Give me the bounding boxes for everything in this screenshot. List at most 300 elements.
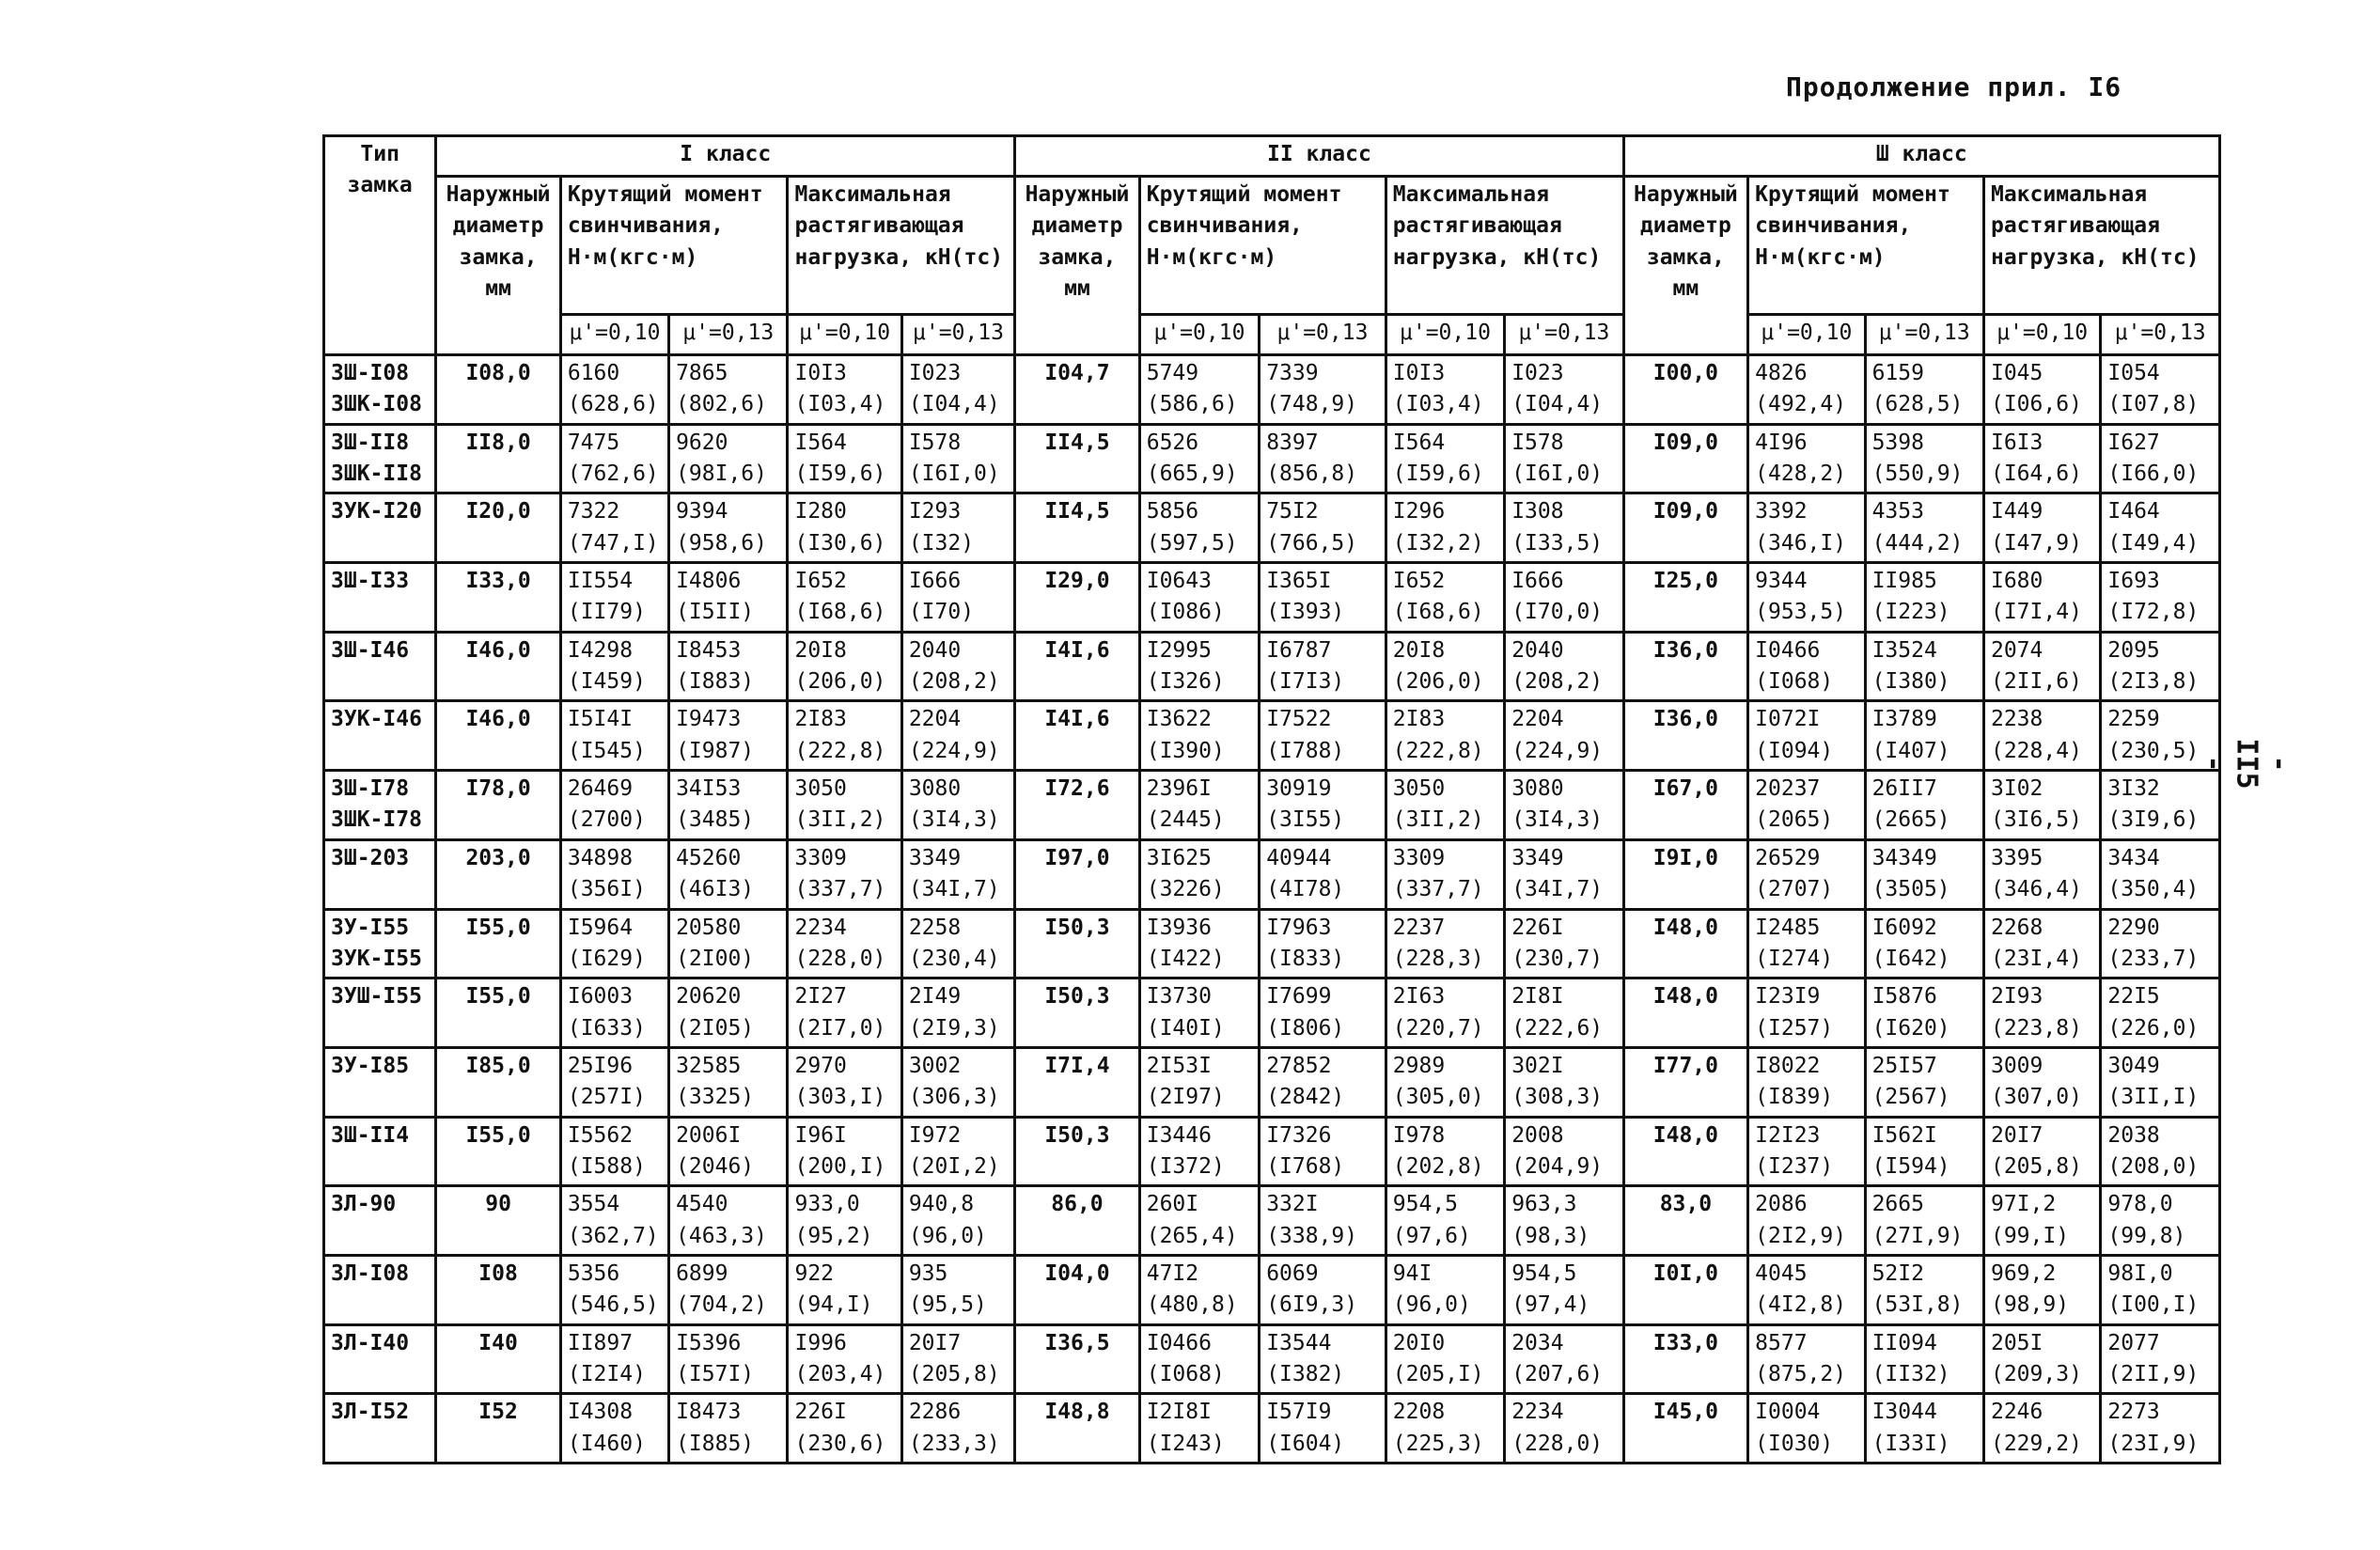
- cell-load-mu-013: 2038 (208,0): [2101, 1117, 2220, 1186]
- header-mu-013: μ'=0,13: [1865, 315, 1983, 355]
- table-row: [324, 493, 2220, 563]
- cell-outer-diameter: 203,0: [436, 839, 561, 909]
- cell-torque-mu-013: 2665 (27I,9): [1865, 1186, 1983, 1256]
- cell-torque-mu-010: 4045 (4I2,8): [1748, 1255, 1865, 1324]
- cell-torque-mu-010: 5749 (586,6): [1139, 355, 1259, 425]
- cell-load-mu-010: I449 (I47,9): [1983, 493, 2100, 563]
- cell-torque-mu-013: 4353 (444,2): [1865, 493, 1983, 563]
- cell-load-mu-013: I666 (I70): [901, 563, 1014, 633]
- cell-outer-diameter: I85,0: [436, 1047, 561, 1117]
- cell-load-mu-013: 2040 (208,2): [1505, 632, 1623, 701]
- cell-load-mu-013: 2234 (228,0): [1505, 1394, 1623, 1464]
- cell-load-mu-010: 2989 (305,0): [1386, 1047, 1504, 1117]
- cell-load-mu-010: 954,5 (97,6): [1386, 1186, 1504, 1256]
- header-mu-010: μ'=0,10: [1139, 315, 1259, 355]
- cell-torque-mu-010: I3730 (I40I): [1139, 979, 1259, 1048]
- cell-load-mu-010: 3050 (3II,2): [788, 771, 901, 840]
- cell-torque-mu-010: 5856 (597,5): [1139, 493, 1259, 563]
- cell-torque-mu-010: I6003 (I633): [560, 979, 668, 1048]
- cell-outer-diameter: I46,0: [436, 632, 561, 701]
- cell-outer-diameter: I04,7: [1015, 355, 1140, 425]
- cell-lock-type: ЗШ-II8 ЗШК-II8: [324, 424, 436, 493]
- table-row: [324, 1047, 2220, 1117]
- cell-lock-type: ЗЛ-I08: [324, 1255, 436, 1324]
- cell-load-mu-013: I293 (I32): [901, 493, 1014, 563]
- cell-torque-mu-010: 25I96 (257I): [560, 1047, 668, 1117]
- cell-load-mu-013: I578 (I6I,0): [1505, 424, 1623, 493]
- header-mu-010: μ'=0,10: [560, 315, 668, 355]
- cell-torque-mu-010: I2995 (I326): [1139, 632, 1259, 701]
- header-mu-013: μ'=0,13: [1260, 315, 1386, 355]
- table-row: [324, 563, 2220, 633]
- cell-outer-diameter: I45,0: [1623, 1394, 1748, 1464]
- cell-load-mu-010: I96I (200,I): [788, 1117, 901, 1186]
- cell-torque-mu-013: 9394 (958,6): [669, 493, 788, 563]
- cell-outer-diameter: I55,0: [436, 909, 561, 979]
- cell-load-mu-010: 2268 (23I,4): [1983, 909, 2100, 979]
- cell-outer-diameter: I55,0: [436, 1117, 561, 1186]
- cell-lock-type: ЗУ-I55 ЗУК-I55: [324, 909, 436, 979]
- cell-load-mu-013: 2273 (23I,9): [2101, 1394, 2220, 1464]
- cell-torque-mu-010: 47I2 (480,8): [1139, 1255, 1259, 1324]
- header-torque: Крутящий момент свинчивания, Н·м(кгс·м): [560, 177, 788, 315]
- cell-load-mu-010: 933,0 (95,2): [788, 1186, 901, 1256]
- cell-load-mu-010: I978 (202,8): [1386, 1117, 1504, 1186]
- header-class-1: I класс: [436, 136, 1015, 177]
- cell-torque-mu-013: 26II7 (2665): [1865, 771, 1983, 840]
- cell-load-mu-013: 2095 (2I3,8): [2101, 632, 2220, 701]
- cell-outer-diameter: I09,0: [1623, 493, 1748, 563]
- cell-torque-mu-013: 6069 (6I9,3): [1260, 1255, 1386, 1324]
- table-row: [324, 909, 2220, 979]
- header-class-3: Ш класс: [1623, 136, 2219, 177]
- cell-torque-mu-010: 7322 (747,I): [560, 493, 668, 563]
- cell-load-mu-010: 2970 (303,I): [788, 1047, 901, 1117]
- cell-outer-diameter: I55,0: [436, 979, 561, 1048]
- cell-load-mu-013: 2034 (207,6): [1505, 1324, 1623, 1394]
- cell-load-mu-010: 2I63 (220,7): [1386, 979, 1504, 1048]
- cell-load-mu-013: 2008 (204,9): [1505, 1117, 1623, 1186]
- cell-load-mu-013: 98I,0 (I00,I): [2101, 1255, 2220, 1324]
- header-mu-013: μ'=0,13: [901, 315, 1014, 355]
- cell-load-mu-013: 935 (95,5): [901, 1255, 1014, 1324]
- cell-load-mu-010: 3I02 (3I6,5): [1983, 771, 2100, 840]
- cell-load-mu-010: 97I,2 (99,I): [1983, 1186, 2100, 1256]
- table-row: [324, 424, 2220, 493]
- cell-torque-mu-010: 6160 (628,6): [560, 355, 668, 425]
- cell-load-mu-013: 2077 (2II,9): [2101, 1324, 2220, 1394]
- cell-torque-mu-013: I7699 (I806): [1260, 979, 1386, 1048]
- cell-torque-mu-013: II985 (I223): [1865, 563, 1983, 633]
- cell-torque-mu-013: 34I53 (3485): [669, 771, 788, 840]
- header-mu-010: μ'=0,10: [1983, 315, 2100, 355]
- cell-torque-mu-010: 26469 (2700): [560, 771, 668, 840]
- cell-torque-mu-010: 3554 (362,7): [560, 1186, 668, 1256]
- cell-outer-diameter: II8,0: [436, 424, 561, 493]
- cell-torque-mu-010: I2I23 (I237): [1748, 1117, 1865, 1186]
- table-row: [324, 701, 2220, 771]
- cell-load-mu-010: 3050 (3II,2): [1386, 771, 1504, 840]
- cell-torque-mu-013: 8397 (856,8): [1260, 424, 1386, 493]
- header-mu-013: μ'=0,13: [1505, 315, 1623, 355]
- cell-load-mu-010: 2237 (228,3): [1386, 909, 1504, 979]
- cell-torque-mu-013: I7326 (I768): [1260, 1117, 1386, 1186]
- cell-load-mu-010: 2I83 (222,8): [788, 701, 901, 771]
- cell-load-mu-010: 922 (94,I): [788, 1255, 901, 1324]
- cell-outer-diameter: I77,0: [1623, 1047, 1748, 1117]
- cell-load-mu-013: 963,3 (98,3): [1505, 1186, 1623, 1256]
- cell-load-mu-010: I296 (I32,2): [1386, 493, 1504, 563]
- cell-torque-mu-010: 4826 (492,4): [1748, 355, 1865, 425]
- cell-torque-mu-013: I562I (I594): [1865, 1117, 1983, 1186]
- cell-torque-mu-013: 75I2 (766,5): [1260, 493, 1386, 563]
- cell-torque-mu-013: 32585 (3325): [669, 1047, 788, 1117]
- cell-outer-diameter: I33,0: [1623, 1324, 1748, 1394]
- header-outer-diameter: Наружный диаметр замка, мм: [1623, 177, 1748, 355]
- header-class-2: II класс: [1015, 136, 1623, 177]
- cell-load-mu-013: 3I32 (3I9,6): [2101, 771, 2220, 840]
- cell-outer-diameter: I33,0: [436, 563, 561, 633]
- cell-load-mu-013: 22I5 (226,0): [2101, 979, 2220, 1048]
- cell-torque-mu-010: II897 (I2I4): [560, 1324, 668, 1394]
- cell-torque-mu-010: I5I4I (I545): [560, 701, 668, 771]
- cell-outer-diameter: I9I,0: [1623, 839, 1748, 909]
- table-row: [324, 771, 2220, 840]
- cell-lock-type: ЗУК-I20: [324, 493, 436, 563]
- table-row: [324, 632, 2220, 701]
- cell-load-mu-013: 2258 (230,4): [901, 909, 1014, 979]
- cell-torque-mu-013: 7865 (802,6): [669, 355, 788, 425]
- cell-load-mu-010: 2074 (2II,6): [1983, 632, 2100, 701]
- cell-torque-mu-013: 9620 (98I,6): [669, 424, 788, 493]
- cell-torque-mu-010: I23I9 (I257): [1748, 979, 1865, 1048]
- table-row: [324, 839, 2220, 909]
- cell-torque-mu-013: 45260 (46I3): [669, 839, 788, 909]
- cell-torque-mu-013: I3524 (I380): [1865, 632, 1983, 701]
- cell-torque-mu-010: 260I (265,4): [1139, 1186, 1259, 1256]
- cell-load-mu-010: I280 (I30,6): [788, 493, 901, 563]
- cell-outer-diameter: I67,0: [1623, 771, 1748, 840]
- cell-load-mu-013: I464 (I49,4): [2101, 493, 2220, 563]
- cell-load-mu-013: 3434 (350,4): [2101, 839, 2220, 909]
- cell-load-mu-013: I308 (I33,5): [1505, 493, 1623, 563]
- cell-torque-mu-013: I3544 (I382): [1260, 1324, 1386, 1394]
- cell-load-mu-013: 2204 (224,9): [1505, 701, 1623, 771]
- cell-load-mu-010: I564 (I59,6): [788, 424, 901, 493]
- header-max-load: Максимальная растягивающая нагрузка, кН(тс): [1386, 177, 1623, 315]
- cell-outer-diameter: I25,0: [1623, 563, 1748, 633]
- cell-load-mu-010: 3009 (307,0): [1983, 1047, 2100, 1117]
- cell-torque-mu-013: 4540 (463,3): [669, 1186, 788, 1256]
- cell-torque-mu-010: 26529 (2707): [1748, 839, 1865, 909]
- cell-torque-mu-013: 2006I (2046): [669, 1117, 788, 1186]
- cell-torque-mu-010: I8022 (I839): [1748, 1047, 1865, 1117]
- table-row: [324, 1117, 2220, 1186]
- header-type: Тип замка: [324, 136, 436, 355]
- cell-outer-diameter: I4I,6: [1015, 701, 1140, 771]
- cell-outer-diameter: I50,3: [1015, 909, 1140, 979]
- cell-torque-mu-010: I3446 (I372): [1139, 1117, 1259, 1186]
- header-mu-010: μ'=0,10: [1748, 315, 1865, 355]
- cell-outer-diameter: I72,6: [1015, 771, 1140, 840]
- cell-load-mu-010: 20I8 (206,0): [788, 632, 901, 701]
- cell-torque-mu-013: 5398 (550,9): [1865, 424, 1983, 493]
- cell-torque-mu-010: I0643 (I086): [1139, 563, 1259, 633]
- cell-load-mu-013: 3049 (3II,I): [2101, 1047, 2220, 1117]
- cell-load-mu-013: 3349 (34I,7): [901, 839, 1014, 909]
- cell-load-mu-010: 2238 (228,4): [1983, 701, 2100, 771]
- cell-torque-mu-013: I3044 (I33I): [1865, 1394, 1983, 1464]
- cell-outer-diameter: I08,0: [436, 355, 561, 425]
- cell-outer-diameter: I0I,0: [1623, 1255, 1748, 1324]
- cell-torque-mu-013: I9473 (I987): [669, 701, 788, 771]
- cell-outer-diameter: I48,0: [1623, 979, 1748, 1048]
- cell-outer-diameter: I40: [436, 1324, 561, 1394]
- cell-load-mu-013: 3080 (3I4,3): [1505, 771, 1623, 840]
- cell-outer-diameter: I29,0: [1015, 563, 1140, 633]
- cell-load-mu-013: 226I (230,7): [1505, 909, 1623, 979]
- table-row: [324, 979, 2220, 1048]
- cell-lock-type: ЗШ-I08 ЗШК-I08: [324, 355, 436, 425]
- cell-torque-mu-013: I7963 (I833): [1260, 909, 1386, 979]
- cell-lock-type: ЗУ-I85: [324, 1047, 436, 1117]
- cell-outer-diameter: II4,5: [1015, 424, 1140, 493]
- cell-torque-mu-013: 27852 (2842): [1260, 1047, 1386, 1117]
- cell-torque-mu-010: 2396I (2445): [1139, 771, 1259, 840]
- header-torque: Крутящий момент свинчивания, Н·м(кгс·м): [1748, 177, 1984, 315]
- cell-outer-diameter: I50,3: [1015, 979, 1140, 1048]
- cell-torque-mu-013: I7522 (I788): [1260, 701, 1386, 771]
- cell-torque-mu-013: I6092 (I642): [1865, 909, 1983, 979]
- cell-torque-mu-010: 2086 (2I2,9): [1748, 1186, 1865, 1256]
- cell-outer-diameter: 86,0: [1015, 1186, 1140, 1256]
- cell-outer-diameter: I78,0: [436, 771, 561, 840]
- cell-torque-mu-010: I0004 (I030): [1748, 1394, 1865, 1464]
- cell-load-mu-010: 2246 (229,2): [1983, 1394, 2100, 1464]
- header-mu-010: μ'=0,10: [788, 315, 901, 355]
- cell-outer-diameter: I48,0: [1623, 1117, 1748, 1186]
- cell-load-mu-013: I023 (I04,4): [901, 355, 1014, 425]
- cell-outer-diameter: I97,0: [1015, 839, 1140, 909]
- cell-load-mu-010: I564 (I59,6): [1386, 424, 1504, 493]
- cell-outer-diameter: II4,5: [1015, 493, 1140, 563]
- page-caption: Продолжение прил. I6: [1786, 71, 2122, 102]
- table-row: [324, 1324, 2220, 1394]
- cell-outer-diameter: I48,0: [1623, 909, 1748, 979]
- data-table: [322, 134, 2221, 1464]
- cell-torque-mu-010: 3392 (346,I): [1748, 493, 1865, 563]
- header-mu-010: μ'=0,10: [1386, 315, 1504, 355]
- cell-torque-mu-010: I4298 (I459): [560, 632, 668, 701]
- cell-torque-mu-013: II094 (II32): [1865, 1324, 1983, 1394]
- cell-torque-mu-013: 20580 (2I00): [669, 909, 788, 979]
- cell-load-mu-013: 3349 (34I,7): [1505, 839, 1623, 909]
- cell-torque-mu-010: 34898 (356I): [560, 839, 668, 909]
- cell-torque-mu-010: 3I625 (3226): [1139, 839, 1259, 909]
- table-row: [324, 1255, 2220, 1324]
- cell-load-mu-010: 2I27 (2I7,0): [788, 979, 901, 1048]
- cell-torque-mu-013: I5876 (I620): [1865, 979, 1983, 1048]
- cell-lock-type: ЗУК-I46: [324, 701, 436, 771]
- cell-torque-mu-013: 25I57 (2567): [1865, 1047, 1983, 1117]
- cell-lock-type: ЗЛ-I52: [324, 1394, 436, 1464]
- cell-torque-mu-010: II554 (II79): [560, 563, 668, 633]
- cell-load-mu-010: 969,2 (98,9): [1983, 1255, 2100, 1324]
- cell-torque-mu-010: I0466 (I068): [1748, 632, 1865, 701]
- cell-torque-mu-010: I3622 (I390): [1139, 701, 1259, 771]
- cell-load-mu-010: 3309 (337,7): [788, 839, 901, 909]
- cell-load-mu-010: 205I (209,3): [1983, 1324, 2100, 1394]
- page-number: - II5 -: [2197, 738, 2296, 790]
- cell-torque-mu-013: I57I9 (I604): [1260, 1394, 1386, 1464]
- header-outer-diameter: Наружный диаметр замка, мм: [1015, 177, 1140, 355]
- cell-load-mu-013: 2286 (233,3): [901, 1394, 1014, 1464]
- header-outer-diameter: Наружный диаметр замка, мм: [436, 177, 561, 355]
- cell-torque-mu-013: 6899 (704,2): [669, 1255, 788, 1324]
- cell-torque-mu-013: I8453 (I883): [669, 632, 788, 701]
- cell-load-mu-010: I6I3 (I64,6): [1983, 424, 2100, 493]
- cell-torque-mu-013: I4806 (I5II): [669, 563, 788, 633]
- table-row: [324, 355, 2220, 425]
- cell-torque-mu-010: 9344 (953,5): [1748, 563, 1865, 633]
- cell-lock-type: ЗШ-I78 ЗШК-I78: [324, 771, 436, 840]
- cell-load-mu-010: 2208 (225,3): [1386, 1394, 1504, 1464]
- cell-torque-mu-010: 4I96 (428,2): [1748, 424, 1865, 493]
- cell-torque-mu-013: I3789 (I407): [1865, 701, 1983, 771]
- cell-load-mu-013: 940,8 (96,0): [901, 1186, 1014, 1256]
- cell-outer-diameter: I00,0: [1623, 355, 1748, 425]
- cell-load-mu-013: 2259 (230,5): [2101, 701, 2220, 771]
- cell-torque-mu-013: 20620 (2I05): [669, 979, 788, 1048]
- cell-load-mu-013: 2040 (208,2): [901, 632, 1014, 701]
- cell-load-mu-013: 302I (308,3): [1505, 1047, 1623, 1117]
- cell-load-mu-013: I023 (I04,4): [1505, 355, 1623, 425]
- cell-torque-mu-013: I6787 (I7I3): [1260, 632, 1386, 701]
- cell-torque-mu-010: 7475 (762,6): [560, 424, 668, 493]
- cell-load-mu-013: 3080 (3I4,3): [901, 771, 1014, 840]
- cell-lock-type: ЗШ-I46: [324, 632, 436, 701]
- cell-torque-mu-013: I5396 (I57I): [669, 1324, 788, 1394]
- cell-torque-mu-010: 8577 (875,2): [1748, 1324, 1865, 1394]
- header-max-load: Максимальная растягивающая нагрузка, кН(тс): [1983, 177, 2219, 315]
- cell-load-mu-013: 978,0 (99,8): [2101, 1186, 2220, 1256]
- cell-load-mu-013: 2290 (233,7): [2101, 909, 2220, 979]
- cell-load-mu-010: 20I7 (205,8): [1983, 1117, 2100, 1186]
- cell-torque-mu-010: 5356 (546,5): [560, 1255, 668, 1324]
- cell-lock-type: ЗЛ-I40: [324, 1324, 436, 1394]
- header-torque: Крутящий момент свинчивания, Н·м(кгс·м): [1139, 177, 1386, 315]
- cell-load-mu-013: 954,5 (97,4): [1505, 1255, 1623, 1324]
- cell-lock-type: ЗШ-II4: [324, 1117, 436, 1186]
- cell-torque-mu-010: 6526 (665,9): [1139, 424, 1259, 493]
- cell-load-mu-010: 2I93 (223,8): [1983, 979, 2100, 1048]
- cell-load-mu-010: 3395 (346,4): [1983, 839, 2100, 909]
- cell-torque-mu-013: 34349 (3505): [1865, 839, 1983, 909]
- cell-torque-mu-013: 6159 (628,5): [1865, 355, 1983, 425]
- cell-load-mu-013: I627 (I66,0): [2101, 424, 2220, 493]
- cell-outer-diameter: I36,0: [1623, 701, 1748, 771]
- cell-load-mu-013: 2I49 (2I9,3): [901, 979, 1014, 1048]
- cell-outer-diameter: I52: [436, 1394, 561, 1464]
- cell-torque-mu-013: 40944 (4I78): [1260, 839, 1386, 909]
- cell-outer-diameter: I50,3: [1015, 1117, 1140, 1186]
- cell-torque-mu-010: I0466 (I068): [1139, 1324, 1259, 1394]
- cell-torque-mu-013: 332I (338,9): [1260, 1186, 1386, 1256]
- cell-torque-mu-010: 20237 (2065): [1748, 771, 1865, 840]
- table-row: [324, 1186, 2220, 1256]
- cell-outer-diameter: I46,0: [436, 701, 561, 771]
- cell-lock-type: ЗУШ-I55: [324, 979, 436, 1048]
- cell-torque-mu-010: I2I8I (I243): [1139, 1394, 1259, 1464]
- cell-load-mu-010: I652 (I68,6): [1386, 563, 1504, 633]
- cell-torque-mu-010: 2I53I (2I97): [1139, 1047, 1259, 1117]
- cell-outer-diameter: I4I,6: [1015, 632, 1140, 701]
- cell-lock-type: ЗЛ-90: [324, 1186, 436, 1256]
- cell-torque-mu-010: I5562 (I588): [560, 1117, 668, 1186]
- cell-outer-diameter: I36,0: [1623, 632, 1748, 701]
- cell-outer-diameter: I04,0: [1015, 1255, 1140, 1324]
- cell-torque-mu-013: I365I (I393): [1260, 563, 1386, 633]
- cell-outer-diameter: I08: [436, 1255, 561, 1324]
- cell-load-mu-010: I996 (203,4): [788, 1324, 901, 1394]
- cell-load-mu-010: 3309 (337,7): [1386, 839, 1504, 909]
- cell-load-mu-013: I972 (20I,2): [901, 1117, 1014, 1186]
- cell-load-mu-010: I652 (I68,6): [788, 563, 901, 633]
- cell-outer-diameter: I7I,4: [1015, 1047, 1140, 1117]
- cell-outer-diameter: I20,0: [436, 493, 561, 563]
- cell-load-mu-013: 20I7 (205,8): [901, 1324, 1014, 1394]
- cell-load-mu-013: I666 (I70,0): [1505, 563, 1623, 633]
- cell-torque-mu-013: 7339 (748,9): [1260, 355, 1386, 425]
- header-mu-013: μ'=0,13: [669, 315, 788, 355]
- cell-load-mu-013: I578 (I6I,0): [901, 424, 1014, 493]
- cell-outer-diameter: 83,0: [1623, 1186, 1748, 1256]
- cell-load-mu-010: I0I3 (I03,4): [788, 355, 901, 425]
- header-max-load: Максимальная растягивающая нагрузка, кН(тс): [788, 177, 1015, 315]
- cell-load-mu-010: 2I83 (222,8): [1386, 701, 1504, 771]
- cell-torque-mu-013: I8473 (I885): [669, 1394, 788, 1464]
- cell-torque-mu-010: I2485 (I274): [1748, 909, 1865, 979]
- cell-load-mu-013: 2204 (224,9): [901, 701, 1014, 771]
- cell-torque-mu-013: 52I2 (53I,8): [1865, 1255, 1983, 1324]
- cell-load-mu-013: 3002 (306,3): [901, 1047, 1014, 1117]
- cell-load-mu-010: 94I (96,0): [1386, 1255, 1504, 1324]
- header-mu-013: μ'=0,13: [2101, 315, 2220, 355]
- cell-lock-type: ЗШ-203: [324, 839, 436, 909]
- cell-load-mu-010: I680 (I7I,4): [1983, 563, 2100, 633]
- cell-load-mu-013: I054 (I07,8): [2101, 355, 2220, 425]
- cell-lock-type: ЗШ-I33: [324, 563, 436, 633]
- cell-outer-diameter: 90: [436, 1186, 561, 1256]
- cell-load-mu-010: I045 (I06,6): [1983, 355, 2100, 425]
- cell-load-mu-013: I693 (I72,8): [2101, 563, 2220, 633]
- cell-torque-mu-013: 30919 (3I55): [1260, 771, 1386, 840]
- cell-outer-diameter: I36,5: [1015, 1324, 1140, 1394]
- cell-load-mu-010: 20I8 (206,0): [1386, 632, 1504, 701]
- cell-torque-mu-010: I072I (I094): [1748, 701, 1865, 771]
- cell-torque-mu-010: I3936 (I422): [1139, 909, 1259, 979]
- cell-load-mu-010: 2234 (228,0): [788, 909, 901, 979]
- cell-load-mu-010: 20I0 (205,I): [1386, 1324, 1504, 1394]
- cell-load-mu-010: 226I (230,6): [788, 1394, 901, 1464]
- cell-outer-diameter: I48,8: [1015, 1394, 1140, 1464]
- cell-load-mu-010: I0I3 (I03,4): [1386, 355, 1504, 425]
- cell-torque-mu-010: I5964 (I629): [560, 909, 668, 979]
- table-row: [324, 1394, 2220, 1464]
- cell-torque-mu-010: I4308 (I460): [560, 1394, 668, 1464]
- cell-outer-diameter: I09,0: [1623, 424, 1748, 493]
- cell-load-mu-013: 2I8I (222,6): [1505, 979, 1623, 1048]
